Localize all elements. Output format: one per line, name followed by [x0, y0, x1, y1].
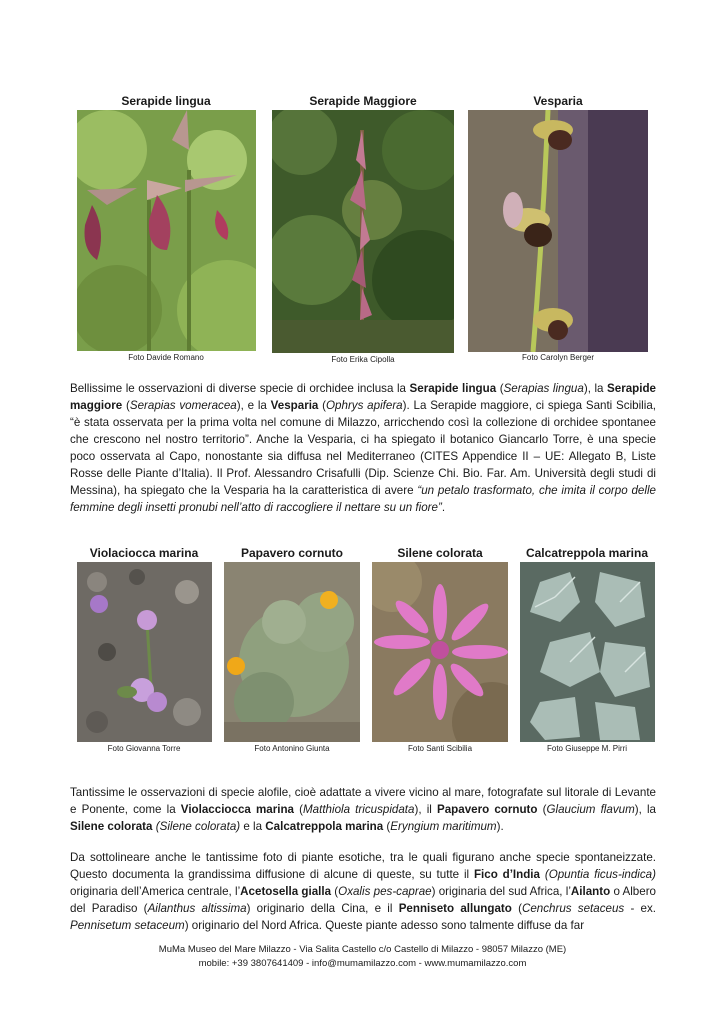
photo-credit: Foto Davide Romano [128, 353, 204, 362]
italic-term: Ailanthus altissima [147, 902, 247, 915]
italic-term: Ophrys apifera [326, 399, 403, 412]
photo-serapide-maggiore [272, 110, 454, 353]
text-run: ), la [634, 803, 656, 816]
footer-address: MuMa Museo del Mare Milazzo - Via Salita Castello c/o Castello di Milazzo - 98057 Milazzo (ME) [158, 944, 567, 955]
italic-term: Serapias vomeracea [129, 399, 237, 412]
text-run: ) originario della Cina, e il [246, 902, 399, 915]
text-run: ( [122, 399, 130, 412]
figure-title: Violaciocca marina [89, 546, 199, 560]
text-run: ) originario del Nord Africa. Queste piante adesso sono talmente diffuse da far [184, 919, 585, 932]
figure-title: Silene colorata [397, 546, 483, 560]
photo-vesparia [468, 110, 648, 352]
italic-term: Oxalis pes-caprae [338, 885, 432, 898]
paragraph-exotic-plants [70, 849, 656, 934]
figure-title: Calcatreppola marina [525, 546, 649, 560]
photo-silene-colorata [372, 562, 508, 742]
italic-term: Serapias lingua [503, 382, 584, 395]
bold-term: Serapide maggiore [70, 382, 656, 412]
bold-term: Calcatreppola marina [265, 820, 384, 833]
figure-silene-colorata [372, 546, 508, 756]
figure-title: Vesparia [533, 94, 583, 108]
bold-term: Violacciocca marina [180, 803, 294, 816]
text-run: ( [294, 803, 303, 816]
text-run: . [441, 501, 446, 514]
figure-violaciocca-marina [76, 546, 212, 756]
bold-term: Papavero cornuto [436, 803, 538, 816]
photo-credit: Foto Erika Cipolla [331, 355, 395, 364]
italic-term: “un petalo trasformato, che imita il corpo delle femmine degli insetti pronubi nell’atto di raccogliere il nettare su un fiore” [70, 484, 656, 514]
bold-term: Fico d’India [473, 868, 540, 881]
text-run: originaria dell’America centrale, l’ [70, 885, 241, 898]
photo-credit: Foto Giovanna Torre [107, 744, 181, 753]
text-run: Da sottolineare anche le tantissime foto di piante esotiche, tra le quali figurano anche specie spontaneizzate. Questo documenta la grandissima diffusione di alcune di queste, su tutte il [70, 851, 656, 881]
photo-credit: Foto Giuseppe M. Pirri [546, 744, 628, 753]
bold-term: Serapide lingua [409, 382, 497, 395]
text-run: ), e la [236, 399, 271, 412]
italic-term: (Silene colorata) [155, 820, 241, 833]
text-run: ). La Serapide maggiore, ci spiega Santi Scibilia, “è stata osservata per la prima volta nel comune di Milazzo, arricchendo così la collezione di orchidee spontanee che crescono nel nostro territorio”. Anche la Vesparia, ci ha spiegato il botanico Giancarlo Torre, è una specie poco osservata al Capo, nonostante sia diffusa nel Mediterraneo (CITES Appendice II – UE: Allegato B, Liste Rosse delle Piante d’Italia). Il Prof. Alessandro Crisafulli (Dip. Scienze Chi. Bio. Far. Am. Università degli studi di Messina), ha spiegato che la Vesparia ha la caratteristica di avere [70, 399, 656, 497]
italic-term: Glaucium flavum [546, 803, 635, 816]
bold-term: Silene colorata [70, 820, 153, 833]
figure-serapide-maggiore [272, 94, 454, 366]
photo-serapide-lingua [77, 110, 256, 351]
text-run: ( [537, 803, 547, 816]
bold-term: Ailanto [570, 885, 611, 898]
italic-term: Eryngium maritimum [390, 820, 497, 833]
text-run: o Albero del Paradiso ( [70, 885, 657, 915]
figure-serapide-lingua [76, 94, 256, 366]
text-run: ), la [583, 382, 608, 395]
paragraph-orchids [70, 380, 656, 516]
figure-papavero-cornuto [224, 546, 360, 756]
photo-papavero-cornuto [224, 562, 360, 742]
text-run: ( [318, 399, 327, 412]
figure-title: Serapide lingua [121, 94, 211, 108]
photo-calcatreppola-marina [520, 562, 655, 742]
paragraph-halophytes [70, 784, 656, 835]
bold-term: Vesparia [270, 399, 319, 412]
photo-violaciocca-marina [77, 562, 212, 742]
text-run: e la [240, 820, 266, 833]
text-run: ) originaria del sud Africa, l’ [431, 885, 571, 898]
text-run: ( [331, 885, 339, 898]
photo-credit: Foto Carolyn Berger [521, 353, 595, 362]
italic-term: Matthiola tricuspidata [303, 803, 415, 816]
text-run: ), il [414, 803, 437, 816]
text-run: - ex. [624, 902, 657, 915]
text-run: Tantissime le osservazioni di specie alofile, cioè adattate a vivere vicino al mare, fotografate sul litorale di Levante e Ponente, come la [70, 786, 656, 816]
italic-term: Cenchrus setaceus [521, 902, 625, 915]
bold-term: Acetosella gialla [240, 885, 332, 898]
text-run: ( [496, 382, 504, 395]
text-run: ( [511, 902, 522, 915]
photo-credit: Foto Santi Scibilia [407, 744, 473, 753]
italic-term: Pennisetum setaceum [70, 919, 185, 932]
photo-credit: Foto Antonino Giunta [254, 744, 330, 753]
text-run: Bellissime le osservazioni di diverse specie di orchidee inclusa la [70, 382, 410, 395]
footer-contacts: mobile: +39 3807641409 - info@mumamilazzo.com - www.mumamilazzo.com [198, 958, 527, 969]
figure-calcatreppola-marina [519, 546, 655, 756]
figure-title: Papavero cornuto [240, 546, 344, 560]
figure-vesparia [468, 94, 648, 366]
text-run: ). [496, 820, 504, 833]
text-run: ( [383, 820, 391, 833]
italic-term: (Opuntia ficus-indica) [544, 868, 656, 881]
figure-title: Serapide Maggiore [309, 94, 417, 108]
bold-term: Penniseto allungato [398, 902, 512, 915]
